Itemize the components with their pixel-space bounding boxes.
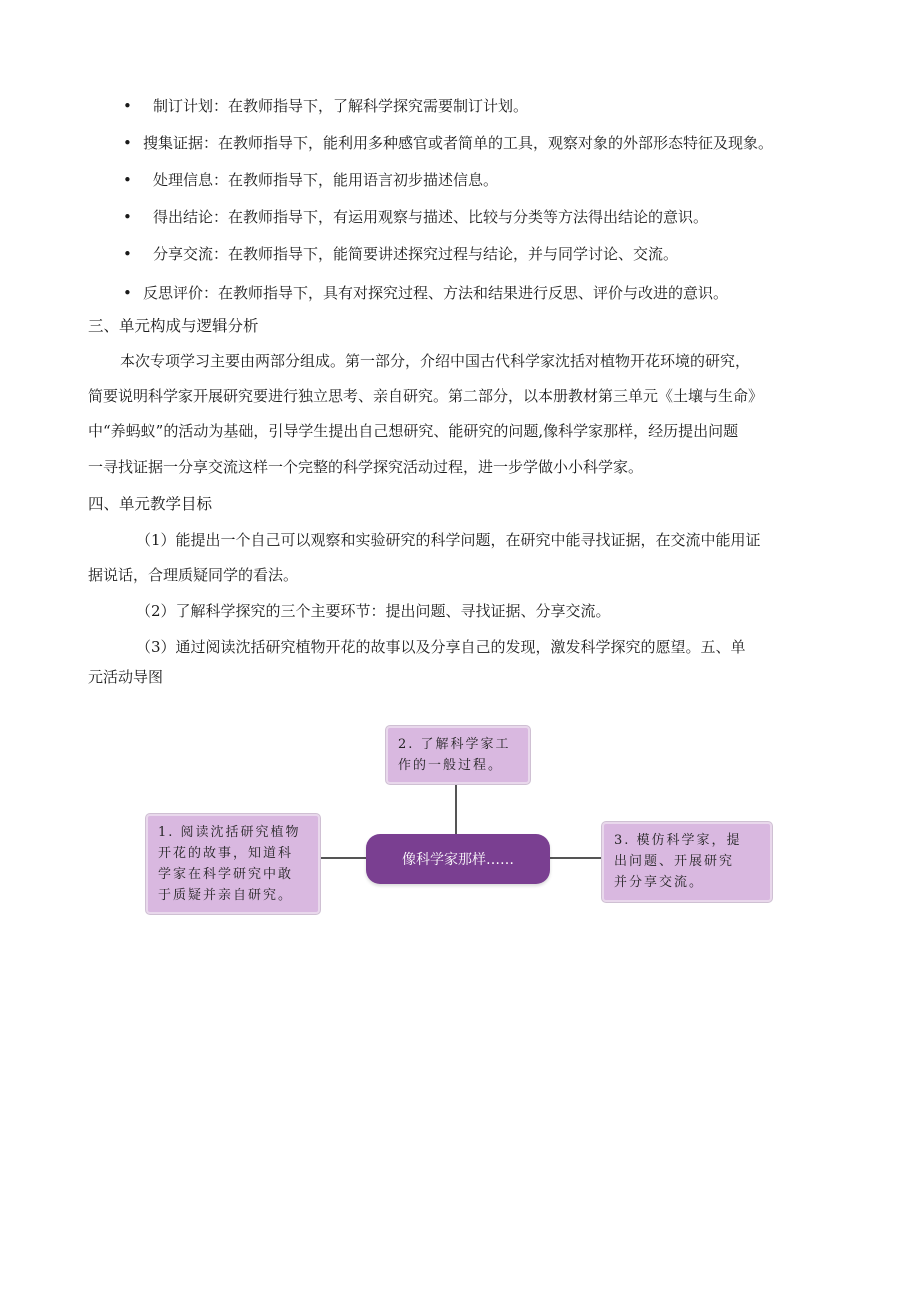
bullet-text: 反思评价：在教师指导下，具有对探究过程、方法和结果进行反思、评价与改进的意识。	[143, 284, 729, 302]
section-4-heading: 四、单元教学目标	[88, 495, 213, 513]
bullet-text: 搜集证据：在教师指导下，能利用多种感官或者简单的工具，观察对象的外部形态特征及现象。	[143, 134, 774, 152]
section-3-paragraph-line: 中“养蚂蚁”的活动为基础，引导学生提出自己想研究、能研究的问题,像科学家那样，经历提出问题	[88, 422, 739, 440]
connector-right	[550, 857, 602, 859]
bullet-text: 处理信息：在教师指导下，能用语言初步描述信息。	[153, 171, 499, 189]
bullet-item-process-info	[123, 170, 498, 190]
mind-map-node-read-story: 1. 阅读沈括研究植物 开花的故事，知道科 学家在科学研究中敢 于质疑并亲自研究。	[146, 814, 320, 914]
section-3-paragraph-line: 简要说明科学家开展研究要进行独立思考、亲自研究。第二部分，以本册教材第三单元《土壤与生命》	[88, 387, 764, 405]
bullet-marker: •	[123, 208, 132, 226]
section-4-objective-line: 元活动导图	[88, 668, 164, 686]
bullet-marker: •	[123, 245, 132, 263]
activity-mind-map	[140, 722, 780, 920]
section-4-objective-line: （1）能提出一个自己可以观察和实验研究的科学问题，在研究中能寻找证据，在交流中能用证	[136, 531, 761, 549]
bullet-item-plan	[123, 96, 528, 116]
bullet-text: 制订计划：在教师指导下，了解科学探究需要制订计划。	[153, 97, 529, 115]
mind-map-node-imitate-scientist: 3. 模仿科学家，提 出问题、开展研究 并分享交流。	[602, 822, 772, 902]
bullet-item-reflect	[123, 283, 728, 303]
connector-top	[455, 782, 457, 834]
bullet-item-evidence	[123, 133, 773, 153]
section-3-paragraph-line: 一寻找证据一分享交流这样一个完整的科学探究活动过程，进一步学做小小科学家。	[88, 458, 644, 476]
section-3-heading: 三、单元构成与逻辑分析	[88, 317, 259, 335]
section-4-objective-line: （2）了解科学探究的三个主要环节：提出问题、寻找证据、分享交流。	[136, 602, 611, 620]
bullet-marker: •	[123, 284, 132, 302]
bullet-marker: •	[123, 171, 132, 189]
bullet-item-share	[123, 244, 678, 264]
section-4-objective-line: （3）通过阅读沈括研究植物开花的故事以及分享自己的发现，激发科学探究的愿望。五、单	[136, 638, 746, 656]
section-3-paragraph-line: 本次专项学习主要由两部分组成。第一部分，介绍中国古代科学家沈括对植物开花环境的研究，	[120, 352, 751, 370]
bullet-marker: •	[123, 97, 132, 115]
mind-map-node-understand-process: 2. 了解科学家工 作的一般过程。	[386, 726, 530, 784]
mind-map-center-node: 像科学家那样……	[366, 834, 550, 884]
bullet-item-conclusion	[123, 207, 708, 227]
bullet-text: 分享交流：在教师指导下，能简要讲述探究过程与结论，并与同学讨论、交流。	[153, 245, 679, 263]
connector-left	[320, 857, 366, 859]
bullet-text: 得出结论：在教师指导下，有运用观察与描述、比较与分类等方法得出结论的意识。	[153, 208, 709, 226]
section-4-objective-line: 据说话，合理质疑同学的看法。	[88, 566, 299, 584]
bullet-marker: •	[123, 134, 132, 152]
